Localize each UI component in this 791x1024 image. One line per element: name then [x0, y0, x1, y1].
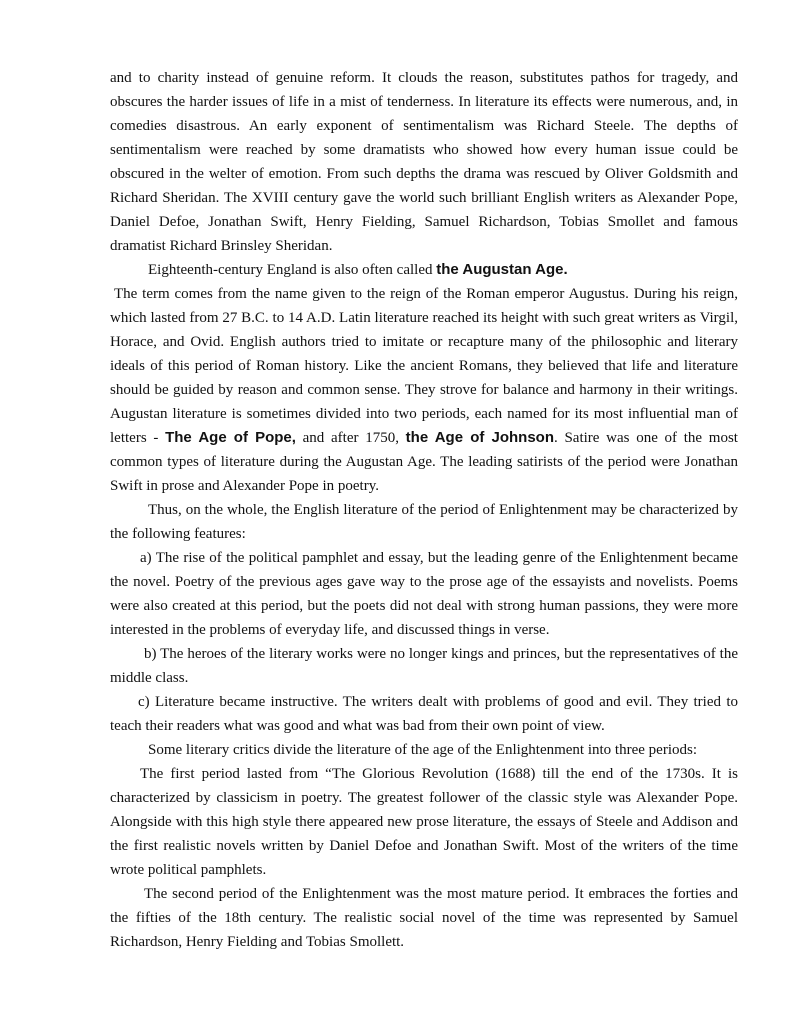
augustan-text-a: The term comes from the name given to the reign of the Roman emperor Augustus. During his reign, which lasted from 27 B.C. to 14 A.D. Latin literature reached its height with such great writers as Virgil, Horace, and Ovid. English authors tried to imitate or recapture many of the philosophic and literary ideals of this period of Roman history. Like the ancient Romans, they believed that life and literature should be guided by reason and common sense. They strove for balance and harmony in their writings. Augustan literature is sometimes divided into two periods, each named for its most influential man of letters -	[110, 286, 738, 446]
feature-item-a: a) The rise of the political pamphlet and essay, but the leading genre of the Enlightenment became the novel. Poetry of the previous ages gave way to the prose age of the essayists and novelists. Poems were also created at this period, but the poets did not deal with strong human passions, they were more interested in the problems of everyday life, and discussed things in verse.	[110, 550, 738, 638]
augustan-age-term: the Augustan Age.	[436, 261, 568, 278]
paragraph-second-period: The second period of the Enlightenment was the most mature period. It embraces the forties and the fifties of the 18th century. The realistic social novel of the time was represented by Samuel Richardson, Henry Fielding and Tobias Smollett.	[110, 886, 738, 950]
paragraph-augustan-age	[110, 282, 738, 498]
augustan-text-b: and after 1750,	[295, 430, 406, 446]
feature-item-b: b) The heroes of the literary works were no longer kings and princes, but the representatives of the middle class.	[110, 646, 738, 686]
paragraph-features-intro: Thus, on the whole, the English literature of the period of Enlightenment may be characterized by the following features:	[110, 502, 738, 542]
paragraph-augustan-age-intro	[110, 258, 738, 282]
paragraph-periods-intro: Some literary critics divide the literature of the age of the Enlightenment into three periods:	[148, 742, 697, 758]
paragraph-sentimentalism: and to charity instead of genuine reform. It clouds the reason, substitutes pathos for tragedy, and obscures the harder issues of life in a mist of tenderness. In literature its effects were numerous, and, in comedies disastrous. An early exponent of sentimentalism was Richard Steele. The depths of sentimentalism were reached by some dramatists who showed how every human issue could be obscured in the welter of emotion. From such depths the drama was rescued by Oliver Goldsmith and Richard Sheridan. The XVIII century gave the world such brilliant English writers as Alexander Pope, Daniel Defoe, Jonathan Swift, Henry Fielding, Samuel Richardson, Tobias Smollet and famous dramatist Richard Brinsley Sheridan.	[110, 70, 738, 254]
augustan-intro-text: Eighteenth-century England is also often called	[148, 262, 437, 278]
age-of-johnson-term: the Age of Johnson	[405, 429, 554, 446]
augustan-text-c: . Satire was one of the most common types of literature during the Augustan Age. The leading satirists of the period were Jonathan Swift in prose and Alexander Pope in poetry.	[110, 430, 738, 494]
body-text	[110, 66, 738, 954]
paragraph-first-period: The first period lasted from “The Glorious Revolution (1688) till the end of the 1730s. It is characterized by classicism in poetry. The greatest follower of the classic style was Alexander Pope. Alongside with this high style there appeared new prose literature, the essays of Steele and Addison and the first realistic novels written by Daniel Defoe and Jonathan Swift. Most of the writers of the time wrote political pamphlets.	[110, 766, 738, 878]
age-of-pope-term: The Age of Pope,	[165, 429, 296, 446]
feature-item-c: c) Literature became instructive. The writers dealt with problems of good and evil. They tried to teach their readers what was good and what was bad from their own point of view.	[110, 694, 738, 734]
